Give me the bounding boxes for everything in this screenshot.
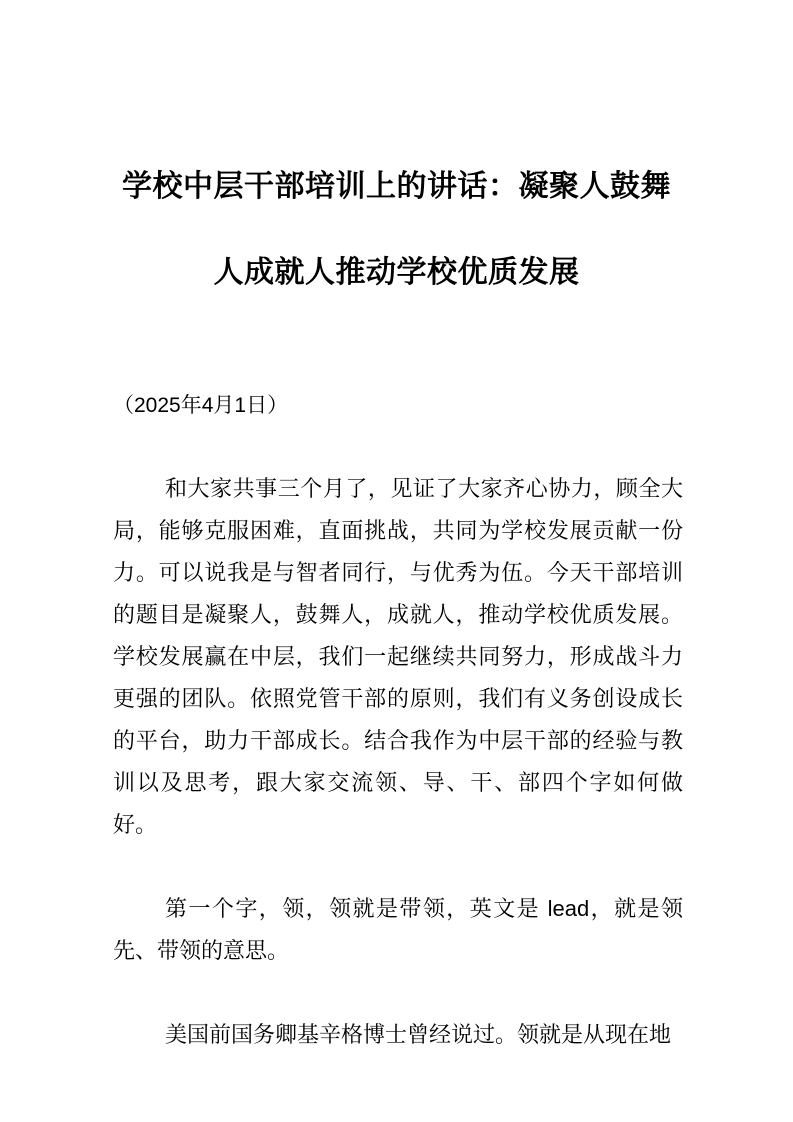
document-body: [113, 468, 683, 1056]
body-paragraph: 美国前国务卿基辛格博士曾经说过。领就是从现在地: [165, 1022, 672, 1047]
page-title-line-1: 学校中层干部培训上的讲话：凝聚人鼓舞: [122, 170, 671, 204]
body-paragraph: 第一个字，领，领就是带领，英文是 lead，就是领先、带领的意思。: [113, 896, 683, 963]
document-date: （2025年4月1日）: [113, 394, 289, 417]
page-title: [113, 144, 680, 316]
body-paragraph: 和大家共事三个月了，见证了大家齐心协力，顾全大局，能够克服困难，直面挑战，共同为学校发展贡献一份力。可以说我是与智者同行，与优秀为伍。今天干部培训的题目是凝聚人，鼓舞人，成就人，推动学校优质发展。学校发展赢在中层，我们一起继续共同努力，形成战斗力更强的团队。依照党管干部的原则，我们有义务创设成长的平台，助力干部成长。结合我作为中层干部的经验与教训以及思考，跟大家交流领、导、干、部四个字如何做好。: [113, 476, 683, 837]
page-title-line-2: 人成就人推动学校优质发展: [213, 256, 580, 290]
